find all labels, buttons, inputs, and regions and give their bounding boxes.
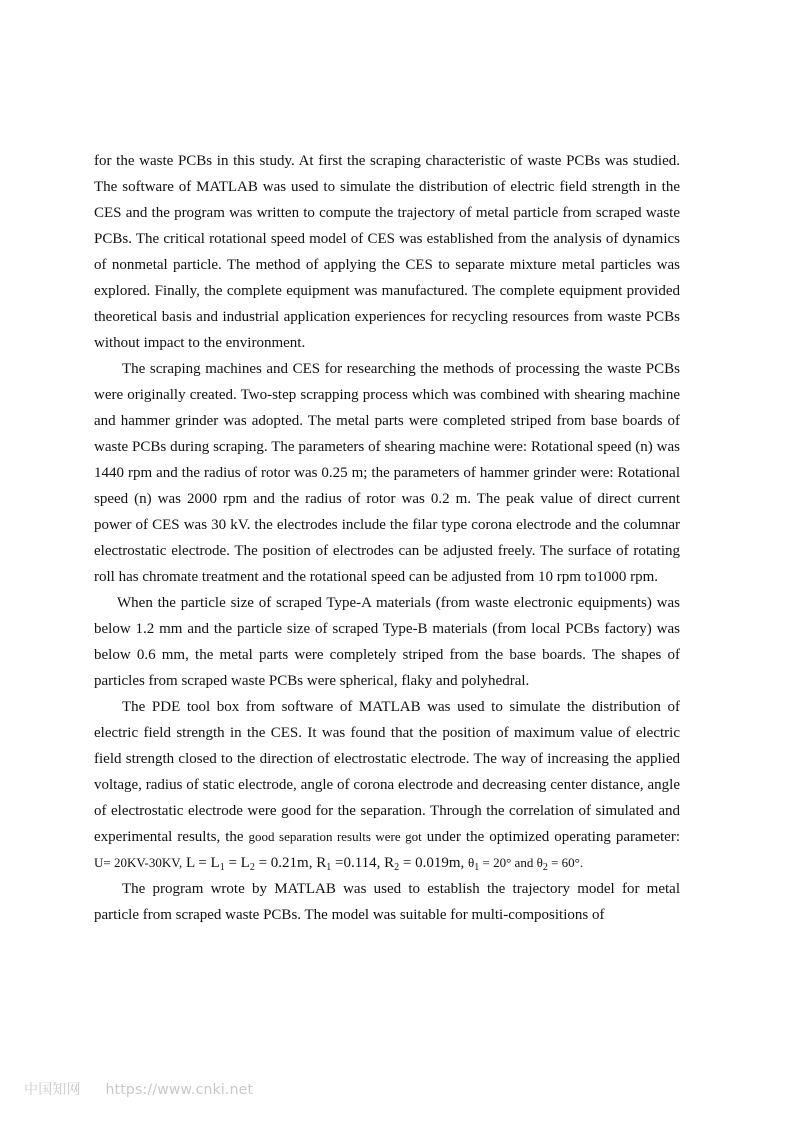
paragraph-scraping-machines: The scraping machines and CES for researching the methods of processing the waste PCBs were originally created. Two-step scrapping process which was combined with shearing machine and hammer grinder was adopted. The metal parts were completed striped from base boards of waste PCBs during scraping. The parameters of shearing machine were: Rotational speed (n) was 1440 rpm and the radius of rotor was 0.25 m; the parameters of hammer grinder were: Rotational speed (n) was 2000 rpm and the radius of rotor was 0.2 m. The peak value of direct current power of CES was 30 kV. the electrodes include the filar type corona electrode and the columnar electrostatic electrode. The position of electrodes can be adjusted freely. The surface of rotating roll has chromate treatment and the rotational speed can be adjusted from 10 rpm to1000 rpm. (94, 361, 680, 585)
cnki-url: https://www.cnki.net (105, 1082, 254, 1098)
paragraph-trajectory-model: The program wrote by MATLAB was used to establish the trajectory model for metal particle from scraped waste PCBs. The model was suitable for multi-compositions of (94, 881, 680, 923)
theta2-symbol: θ (536, 855, 543, 870)
radius2-value: = 0.019m, (399, 855, 469, 871)
pde-text-small: good separation results were got (248, 829, 422, 844)
subscript: 1 (326, 862, 332, 873)
subscript: 2 (542, 862, 548, 873)
cnki-logo-text: 中国知网 (24, 1082, 81, 1098)
paragraph-pde-simulation (94, 694, 680, 876)
subscript: 2 (249, 862, 255, 873)
length-parameter-value: = 0.21m, R (254, 855, 327, 871)
pde-text-main: The PDE tool box from software of MATLAB was used to simulate the distribution of electric field strength in the CES. It was found that the position of maximum value of electric field strength closed to the direction of electrostatic electrode. The way of increasing the applied voltage, radius of static electrode, angle of corona electrode and decreasing center distance, angle of electrostatic electrode were good for the separation. Through the correlation of simulated and experimental results, the (94, 699, 680, 845)
cnki-watermark (24, 1079, 253, 1099)
theta2-value: = 60°. (547, 855, 584, 870)
subscript: 1 (219, 862, 225, 873)
theta1-value: = 20° and (479, 855, 537, 870)
subscript: 1 (474, 862, 480, 873)
paragraph-intro-continuation: for the waste PCBs in this study. At first the scraping characteristic of waste PCBs was studied. The software of MATLAB was used to simulate the distribution of electric field strength in the CES and the program was written to compute the trajectory of metal particle from scraped waste PCBs. The critical rotational speed model of CES was established from the analysis of dynamics of nonmetal particle. The method of applying the CES to separate mixture metal particles was explored. Finally, the complete equipment was manufactured. The complete equipment provided theoretical basis and industrial application experiences for recycling resources from waste PCBs without impact to the environment. (94, 153, 680, 351)
paragraph-particle-size: When the particle size of scraped Type-A materials (from waste electronic equipments) was below 1.2 mm and the particle size of scraped Type-B materials (from local PCBs factory) was below 0.6 mm, the metal parts were completely striped from the base boards. The shapes of particles from scraped waste PCBs were spherical, flaky and polyhedral. (94, 595, 680, 689)
document-body (94, 148, 680, 928)
theta1-symbol: θ (468, 855, 475, 870)
subscript: 2 (394, 862, 400, 873)
pde-text-mid: under the optimized operating parameter: (421, 829, 680, 845)
length-parameter-eq: = L (224, 855, 250, 871)
voltage-parameter: U= 20KV-30KV, (94, 855, 183, 870)
radius1-value: =0.114, R (331, 855, 395, 871)
length-parameter: L = L (182, 855, 220, 871)
